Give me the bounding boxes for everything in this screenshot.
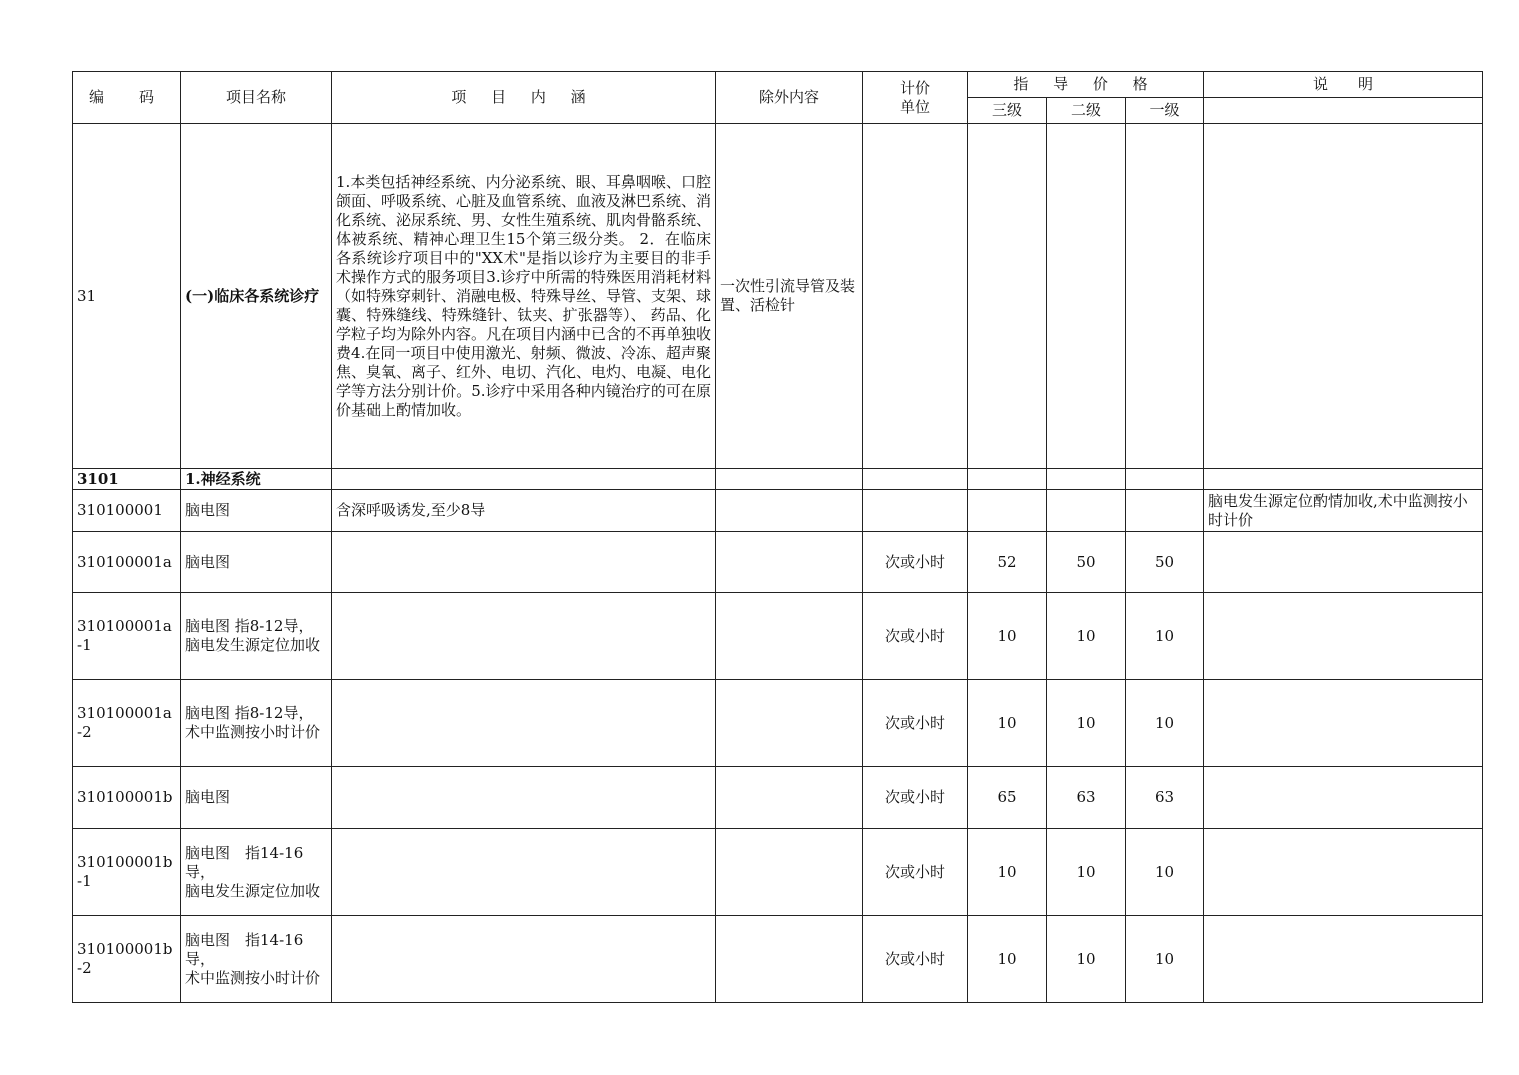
table-row bbox=[73, 829, 1483, 916]
row-price-level1: 10 bbox=[1126, 593, 1204, 680]
row-content bbox=[332, 829, 716, 916]
row-name: (一)临床各系统诊疗 bbox=[181, 124, 332, 469]
row-price-level2: 10 bbox=[1047, 680, 1126, 767]
row-price-level3: 10 bbox=[968, 593, 1047, 680]
header-unit-line2: 单位 bbox=[899, 97, 930, 116]
row-price-level3: 10 bbox=[968, 916, 1047, 1003]
row-note bbox=[1204, 124, 1483, 469]
row-unit: 次或小时 bbox=[863, 829, 968, 916]
row-note: 脑电发生源定位酌情加收,术中监测按小时计价 bbox=[1204, 490, 1483, 532]
row-unit bbox=[863, 490, 968, 532]
row-note bbox=[1204, 532, 1483, 593]
table-row bbox=[73, 767, 1483, 829]
row-exclusion bbox=[716, 829, 863, 916]
row-code: 310100001b-2 bbox=[73, 916, 181, 1003]
table-row bbox=[73, 916, 1483, 1003]
table-row bbox=[73, 680, 1483, 767]
row-price-level2 bbox=[1047, 124, 1126, 469]
row-content bbox=[332, 916, 716, 1003]
row-unit: 次或小时 bbox=[863, 767, 968, 829]
header-content: 项 目 内 涵 bbox=[332, 72, 716, 124]
row-code: 3101 bbox=[73, 469, 181, 490]
row-content bbox=[332, 532, 716, 593]
row-price-level1: 10 bbox=[1126, 680, 1204, 767]
row-price-level3: 52 bbox=[968, 532, 1047, 593]
row-code: 31 bbox=[73, 124, 181, 469]
row-unit: 次或小时 bbox=[863, 532, 968, 593]
row-exclusion bbox=[716, 680, 863, 767]
row-note bbox=[1204, 916, 1483, 1003]
row-unit bbox=[863, 124, 968, 469]
row-exclusion bbox=[716, 767, 863, 829]
row-unit bbox=[863, 469, 968, 490]
row-content: 含深呼吸诱发,至少8导 bbox=[332, 490, 716, 532]
table-row bbox=[73, 532, 1483, 593]
row-code: 310100001b-1 bbox=[73, 829, 181, 916]
row-price-level2: 10 bbox=[1047, 916, 1126, 1003]
table-row bbox=[73, 469, 1483, 490]
row-price-level2: 10 bbox=[1047, 593, 1126, 680]
row-name: 脑电图 bbox=[181, 532, 332, 593]
row-note bbox=[1204, 767, 1483, 829]
row-note bbox=[1204, 469, 1483, 490]
row-unit: 次或小时 bbox=[863, 593, 968, 680]
row-price-level3 bbox=[968, 490, 1047, 532]
row-name: 1.神经系统 bbox=[181, 469, 332, 490]
row-price-level2: 10 bbox=[1047, 829, 1126, 916]
row-unit: 次或小时 bbox=[863, 680, 968, 767]
row-content: 1.本类包括神经系统、内分泌系统、眼、耳鼻咽喉、口腔颌面、呼吸系统、心脏及血管系统、血液及淋巴系统、消化系统、泌尿系统、男、女性生殖系统、肌肉骨骼系统、体被系统、精神心理卫生15个第三级分类。 2．在临床各系统诊疗项目中的"XX术"是指以诊疗为主要目的非手术操作方式的服务项目3.诊疗中所需的特殊医用消耗材料（如特殊穿刺针、消融电极、特殊导丝、导管、支架、球囊、特殊缝线、特殊缝针、钛夹、扩张器等）、 药品、化学粒子均为除外内容。凡在项目内涵中已含的不再单独收费4.在同一项目中使用激光、射频、微波、冷冻、超声聚焦、臭氧、离子、红外、电切、汽化、电灼、电凝、电化学等方法分别计价。5.诊疗中采用各种内镜治疗的可在原价基础上酌情加收。 bbox=[332, 124, 716, 469]
row-exclusion bbox=[716, 593, 863, 680]
row-name: 脑电图 指14-16导， 术中监测按小时计价 bbox=[181, 916, 332, 1003]
table-row bbox=[73, 593, 1483, 680]
row-price-level3: 10 bbox=[968, 829, 1047, 916]
row-price-level1 bbox=[1126, 124, 1204, 469]
row-note bbox=[1204, 829, 1483, 916]
row-price-level1: 50 bbox=[1126, 532, 1204, 593]
header-name: 项目名称 bbox=[181, 72, 332, 124]
row-price-level1 bbox=[1126, 490, 1204, 532]
header-level2: 二级 bbox=[1047, 98, 1126, 124]
header-unit-line1: 计价 bbox=[899, 78, 930, 97]
row-code: 310100001a bbox=[73, 532, 181, 593]
row-price-level2 bbox=[1047, 469, 1126, 490]
row-name: 脑电图 指8-12导， 术中监测按小时计价 bbox=[181, 680, 332, 767]
row-unit: 次或小时 bbox=[863, 916, 968, 1003]
row-exclusion bbox=[716, 490, 863, 532]
row-code: 310100001 bbox=[73, 490, 181, 532]
header-level1: 一级 bbox=[1126, 98, 1204, 124]
row-exclusion bbox=[716, 916, 863, 1003]
row-exclusion: 一次性引流导管及装置、活检针 bbox=[716, 124, 863, 469]
header-note: 说 明 bbox=[1204, 72, 1483, 98]
header-unit bbox=[863, 72, 968, 124]
row-price-level1: 63 bbox=[1126, 767, 1204, 829]
row-price-level3 bbox=[968, 469, 1047, 490]
row-note bbox=[1204, 593, 1483, 680]
row-name: 脑电图 bbox=[181, 767, 332, 829]
row-price-level3: 10 bbox=[968, 680, 1047, 767]
row-name: 脑电图 指14-16导， 脑电发生源定位加收 bbox=[181, 829, 332, 916]
row-content bbox=[332, 680, 716, 767]
row-content bbox=[332, 469, 716, 490]
header-price-group: 指 导 价 格 bbox=[968, 72, 1204, 98]
row-code: 310100001b bbox=[73, 767, 181, 829]
row-price-level1 bbox=[1126, 469, 1204, 490]
row-price-level3: 65 bbox=[968, 767, 1047, 829]
row-code: 310100001a-2 bbox=[73, 680, 181, 767]
row-code: 310100001a-1 bbox=[73, 593, 181, 680]
header-code: 编 码 bbox=[73, 72, 181, 124]
row-exclusion bbox=[716, 532, 863, 593]
row-content bbox=[332, 593, 716, 680]
row-price-level2: 50 bbox=[1047, 532, 1126, 593]
row-content bbox=[332, 767, 716, 829]
table-row bbox=[73, 490, 1483, 532]
price-table bbox=[72, 71, 1483, 1003]
row-exclusion bbox=[716, 469, 863, 490]
row-name: 脑电图 指8-12导， 脑电发生源定位加收 bbox=[181, 593, 332, 680]
row-price-level2 bbox=[1047, 490, 1126, 532]
row-price-level1: 10 bbox=[1126, 829, 1204, 916]
row-name: 脑电图 bbox=[181, 490, 332, 532]
row-price-level2: 63 bbox=[1047, 767, 1126, 829]
row-price-level3 bbox=[968, 124, 1047, 469]
header-level3: 三级 bbox=[968, 98, 1047, 124]
header-exclusion: 除外内容 bbox=[716, 72, 863, 124]
header-note-blank bbox=[1204, 98, 1483, 124]
row-note bbox=[1204, 680, 1483, 767]
table-row bbox=[73, 124, 1483, 469]
row-price-level1: 10 bbox=[1126, 916, 1204, 1003]
